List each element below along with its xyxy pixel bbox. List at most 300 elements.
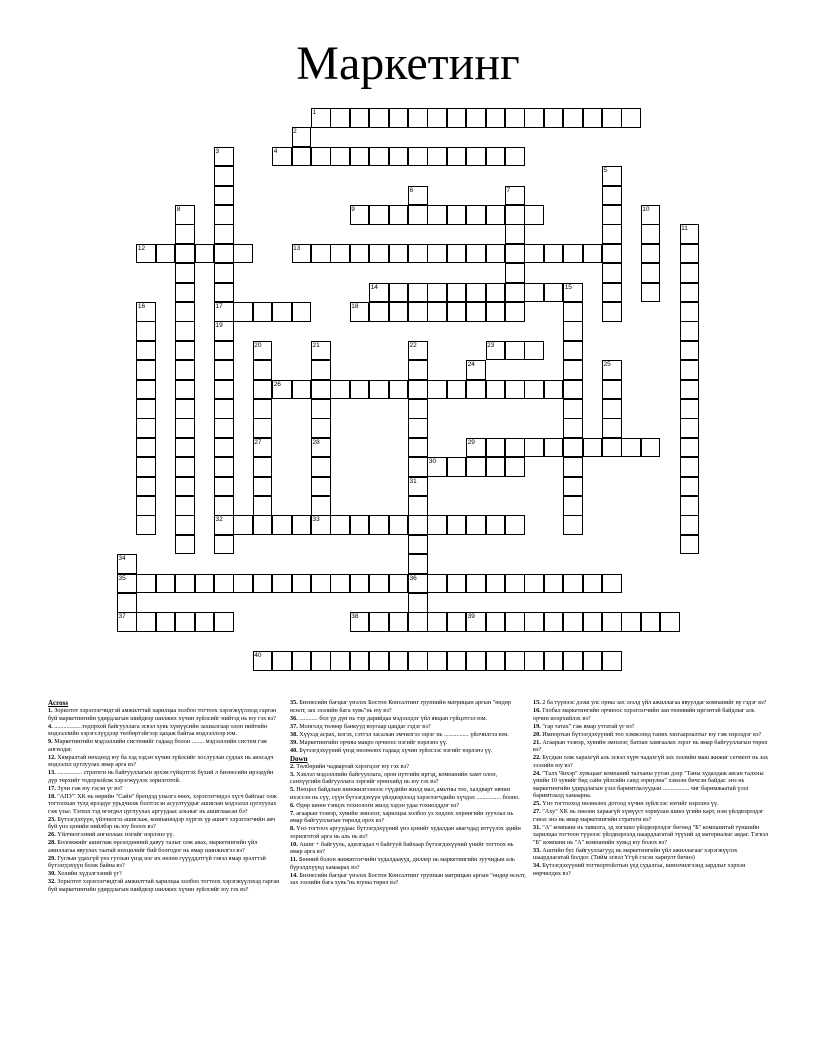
cell-number: 4 xyxy=(273,147,278,155)
grid-cell[interactable] xyxy=(408,244,428,264)
grid-cell[interactable] xyxy=(466,244,486,264)
grid-cell[interactable] xyxy=(136,341,156,361)
grid-cell[interactable] xyxy=(524,283,544,303)
clue-number: 22. xyxy=(533,754,543,761)
grid-cell[interactable] xyxy=(680,438,700,458)
grid-cell[interactable] xyxy=(253,496,273,516)
grid-cell[interactable] xyxy=(195,574,215,594)
grid-cell[interactable] xyxy=(369,108,389,128)
grid-cell[interactable] xyxy=(621,438,641,458)
grid-cell[interactable] xyxy=(175,574,195,594)
grid-cell[interactable] xyxy=(602,108,622,128)
grid-cell[interactable] xyxy=(544,651,564,671)
grid-cell[interactable] xyxy=(466,380,486,400)
grid-cell[interactable] xyxy=(505,380,525,400)
grid-cell[interactable] xyxy=(292,147,312,167)
grid-cell[interactable] xyxy=(175,612,195,632)
grid-cell[interactable] xyxy=(505,574,525,594)
grid-cell[interactable] xyxy=(641,224,661,244)
grid-cell[interactable] xyxy=(389,147,409,167)
grid-cell[interactable] xyxy=(350,147,370,167)
grid-cell[interactable] xyxy=(389,515,409,535)
grid-cell[interactable] xyxy=(136,380,156,400)
grid-cell[interactable] xyxy=(175,535,195,555)
grid-cell[interactable] xyxy=(330,244,350,264)
grid-cell[interactable] xyxy=(486,283,506,303)
grid-cell[interactable] xyxy=(466,147,486,167)
grid-cell[interactable] xyxy=(175,515,195,535)
grid-cell[interactable] xyxy=(214,438,234,458)
grid-cell[interactable] xyxy=(369,244,389,264)
grid-cell[interactable] xyxy=(427,651,447,671)
grid-cell[interactable] xyxy=(408,380,428,400)
grid-cell[interactable] xyxy=(602,302,622,322)
grid-cell[interactable] xyxy=(602,438,622,458)
grid-cell[interactable] xyxy=(524,341,544,361)
grid-cell[interactable] xyxy=(447,244,467,264)
grid-cell[interactable] xyxy=(447,283,467,303)
grid-cell[interactable] xyxy=(253,418,273,438)
grid-cell[interactable] xyxy=(330,651,350,671)
grid-cell[interactable] xyxy=(214,574,234,594)
grid-cell[interactable] xyxy=(447,612,467,632)
clue-number: 23. xyxy=(48,815,58,823)
grid-cell[interactable] xyxy=(447,457,467,477)
grid-cell[interactable] xyxy=(389,108,409,128)
grid-cell[interactable] xyxy=(369,302,389,322)
grid-cell[interactable] xyxy=(602,244,622,264)
grid-cell[interactable] xyxy=(175,399,195,419)
grid-cell[interactable] xyxy=(136,360,156,380)
grid-cell[interactable] xyxy=(680,302,700,322)
grid-cell[interactable] xyxy=(427,515,447,535)
grid-cell[interactable] xyxy=(136,399,156,419)
grid-cell[interactable] xyxy=(486,302,506,322)
grid-cell[interactable] xyxy=(136,496,156,516)
grid-cell[interactable] xyxy=(505,438,525,458)
grid-cell[interactable] xyxy=(292,515,312,535)
grid-cell[interactable] xyxy=(427,283,447,303)
clue-item xyxy=(533,862,769,877)
grid-cell[interactable] xyxy=(524,651,544,671)
grid-cell[interactable] xyxy=(253,360,273,380)
grid-cell[interactable] xyxy=(602,186,622,206)
grid-cell[interactable] xyxy=(680,360,700,380)
grid-cell[interactable] xyxy=(195,612,215,632)
grid-cell[interactable] xyxy=(369,147,389,167)
clue-number: 18. xyxy=(48,792,58,800)
grid-cell[interactable] xyxy=(330,574,350,594)
grid-cell[interactable] xyxy=(466,108,486,128)
grid-cell[interactable] xyxy=(466,283,486,303)
grid-cell[interactable] xyxy=(641,244,661,264)
grid-cell[interactable] xyxy=(680,341,700,361)
grid-cell[interactable] xyxy=(486,612,506,632)
grid-cell[interactable] xyxy=(330,515,350,535)
grid-cell[interactable] xyxy=(466,515,486,535)
grid-cell[interactable] xyxy=(505,244,525,264)
grid-cell[interactable] xyxy=(233,244,253,264)
grid-cell[interactable] xyxy=(680,380,700,400)
grid-cell[interactable] xyxy=(466,574,486,594)
grid-cell[interactable] xyxy=(486,651,506,671)
grid-cell[interactable] xyxy=(524,108,544,128)
grid-cell[interactable] xyxy=(214,341,234,361)
grid-cell[interactable] xyxy=(447,147,467,167)
grid-cell[interactable] xyxy=(447,651,467,671)
grid-cell[interactable] xyxy=(602,612,622,632)
grid-cell[interactable] xyxy=(427,108,447,128)
grid-cell[interactable] xyxy=(214,496,234,516)
grid-cell[interactable] xyxy=(272,302,292,322)
grid-cell[interactable] xyxy=(544,108,564,128)
grid-cell[interactable] xyxy=(563,438,583,458)
grid-cell[interactable] xyxy=(311,244,331,264)
grid-cell[interactable] xyxy=(641,283,661,303)
grid-cell[interactable] xyxy=(524,380,544,400)
grid-cell[interactable] xyxy=(175,496,195,516)
grid-cell[interactable] xyxy=(641,612,661,632)
grid-cell[interactable] xyxy=(408,593,428,613)
grid-cell[interactable] xyxy=(544,574,564,594)
grid-cell[interactable] xyxy=(175,360,195,380)
grid-cell[interactable] xyxy=(175,283,195,303)
grid-cell[interactable] xyxy=(136,477,156,497)
grid-cell[interactable] xyxy=(136,418,156,438)
cell-number: 24 xyxy=(467,361,475,369)
grid-cell[interactable] xyxy=(505,515,525,535)
grid-cell[interactable] xyxy=(350,108,370,128)
grid-cell[interactable] xyxy=(680,477,700,497)
grid-cell[interactable] xyxy=(408,147,428,167)
grid-cell[interactable] xyxy=(350,380,370,400)
grid-cell[interactable] xyxy=(175,477,195,497)
grid-cell[interactable] xyxy=(311,477,331,497)
grid-cell[interactable] xyxy=(408,496,428,516)
grid-cell[interactable] xyxy=(466,205,486,225)
grid-cell[interactable] xyxy=(680,418,700,438)
grid-cell[interactable] xyxy=(563,496,583,516)
grid-cell[interactable] xyxy=(136,457,156,477)
grid-cell[interactable] xyxy=(369,205,389,225)
grid-cell[interactable] xyxy=(602,205,622,225)
grid-cell[interactable] xyxy=(563,244,583,264)
grid-cell[interactable] xyxy=(175,418,195,438)
grid-cell[interactable] xyxy=(369,515,389,535)
grid-cell[interactable] xyxy=(680,515,700,535)
grid-cell[interactable] xyxy=(563,574,583,594)
grid-cell[interactable] xyxy=(486,205,506,225)
clue-item xyxy=(48,738,284,753)
grid-cell[interactable] xyxy=(427,244,447,264)
grid-cell[interactable] xyxy=(505,147,525,167)
grid-cell[interactable] xyxy=(486,515,506,535)
grid-cell[interactable] xyxy=(486,457,506,477)
grid-cell[interactable] xyxy=(253,574,273,594)
grid-cell[interactable] xyxy=(408,535,428,555)
grid-cell[interactable] xyxy=(408,612,428,632)
grid-cell[interactable] xyxy=(544,612,564,632)
grid-cell[interactable] xyxy=(583,651,603,671)
grid-cell[interactable] xyxy=(602,224,622,244)
grid-cell[interactable] xyxy=(136,321,156,341)
grid-cell[interactable] xyxy=(447,380,467,400)
grid-cell[interactable] xyxy=(583,612,603,632)
grid-cell[interactable] xyxy=(389,651,409,671)
grid-cell[interactable] xyxy=(408,360,428,380)
grid-cell[interactable] xyxy=(427,574,447,594)
grid-cell[interactable] xyxy=(505,651,525,671)
grid-cell[interactable] xyxy=(214,477,234,497)
grid-cell[interactable] xyxy=(214,360,234,380)
grid-cell[interactable] xyxy=(408,418,428,438)
grid-cell[interactable] xyxy=(311,457,331,477)
grid-cell[interactable] xyxy=(563,360,583,380)
grid-cell[interactable] xyxy=(389,283,409,303)
grid-cell[interactable] xyxy=(563,399,583,419)
grid-cell[interactable] xyxy=(602,574,622,594)
grid-cell[interactable] xyxy=(505,108,525,128)
grid-cell[interactable] xyxy=(253,477,273,497)
grid-cell[interactable] xyxy=(505,302,525,322)
grid-cell[interactable] xyxy=(427,205,447,225)
grid-cell[interactable] xyxy=(563,321,583,341)
grid-cell[interactable] xyxy=(583,244,603,264)
grid-cell[interactable] xyxy=(311,418,331,438)
grid-cell[interactable] xyxy=(311,496,331,516)
grid-cell[interactable] xyxy=(292,574,312,594)
grid-cell[interactable] xyxy=(214,418,234,438)
grid-cell[interactable] xyxy=(583,108,603,128)
grid-cell[interactable] xyxy=(214,380,234,400)
grid-cell[interactable] xyxy=(253,515,273,535)
grid-cell[interactable] xyxy=(156,574,176,594)
grid-cell[interactable] xyxy=(175,244,195,264)
grid-cell[interactable] xyxy=(292,651,312,671)
grid-cell[interactable] xyxy=(544,283,564,303)
grid-cell[interactable] xyxy=(408,108,428,128)
grid-cell[interactable] xyxy=(350,574,370,594)
grid-cell[interactable] xyxy=(272,651,292,671)
grid-cell[interactable] xyxy=(563,477,583,497)
grid-cell[interactable] xyxy=(350,515,370,535)
grid-cell[interactable] xyxy=(602,399,622,419)
grid-cell[interactable] xyxy=(563,457,583,477)
grid-cell[interactable] xyxy=(253,399,273,419)
grid-cell[interactable] xyxy=(292,380,312,400)
grid-cell[interactable] xyxy=(447,205,467,225)
clue-item xyxy=(533,808,769,823)
grid-cell[interactable] xyxy=(389,205,409,225)
grid-cell[interactable] xyxy=(214,166,234,186)
grid-cell[interactable] xyxy=(136,612,156,632)
grid-cell[interactable] xyxy=(330,380,350,400)
grid-cell[interactable] xyxy=(389,380,409,400)
grid-cell[interactable] xyxy=(524,205,544,225)
grid-cell[interactable] xyxy=(680,283,700,303)
grid-cell[interactable] xyxy=(253,457,273,477)
grid-cell[interactable] xyxy=(175,380,195,400)
grid-cell[interactable] xyxy=(544,244,564,264)
grid-cell[interactable] xyxy=(272,515,292,535)
grid-cell[interactable] xyxy=(447,515,467,535)
grid-cell[interactable] xyxy=(156,244,176,264)
grid-cell[interactable] xyxy=(408,438,428,458)
grid-cell[interactable] xyxy=(253,302,273,322)
grid-cell[interactable] xyxy=(583,438,603,458)
grid-cell[interactable] xyxy=(253,380,273,400)
grid-cell[interactable] xyxy=(563,341,583,361)
grid-cell[interactable] xyxy=(447,302,467,322)
grid-cell[interactable] xyxy=(214,457,234,477)
grid-cell[interactable] xyxy=(544,380,564,400)
grid-cell[interactable] xyxy=(233,302,253,322)
grid-cell[interactable] xyxy=(680,496,700,516)
grid-cell[interactable] xyxy=(505,283,525,303)
grid-cell[interactable] xyxy=(195,244,215,264)
grid-cell[interactable] xyxy=(214,244,234,264)
grid-cell[interactable] xyxy=(117,593,137,613)
grid-cell[interactable] xyxy=(233,515,253,535)
grid-cell[interactable] xyxy=(524,438,544,458)
grid-cell[interactable] xyxy=(563,108,583,128)
grid-cell[interactable] xyxy=(311,651,331,671)
grid-cell[interactable] xyxy=(214,399,234,419)
grid-cell[interactable] xyxy=(680,263,700,283)
grid-cell[interactable] xyxy=(505,341,525,361)
grid-cell[interactable] xyxy=(214,263,234,283)
grid-cell[interactable] xyxy=(408,457,428,477)
grid-cell[interactable] xyxy=(156,612,176,632)
grid-cell[interactable] xyxy=(563,651,583,671)
grid-cell[interactable] xyxy=(486,108,506,128)
grid-cell[interactable] xyxy=(214,612,234,632)
grid-cell[interactable] xyxy=(214,224,234,244)
grid-cell[interactable] xyxy=(311,574,331,594)
grid-cell[interactable] xyxy=(389,574,409,594)
grid-cell[interactable] xyxy=(311,380,331,400)
grid-cell[interactable] xyxy=(524,244,544,264)
grid-cell[interactable] xyxy=(602,418,622,438)
grid-cell[interactable] xyxy=(505,205,525,225)
grid-cell[interactable] xyxy=(369,612,389,632)
grid-cell[interactable] xyxy=(660,612,680,632)
grid-cell[interactable] xyxy=(505,457,525,477)
grid-cell[interactable] xyxy=(330,147,350,167)
grid-cell[interactable] xyxy=(505,612,525,632)
grid-cell[interactable] xyxy=(486,438,506,458)
grid-cell[interactable] xyxy=(330,108,350,128)
grid-cell[interactable] xyxy=(311,147,331,167)
grid-cell[interactable] xyxy=(563,418,583,438)
grid-cell[interactable] xyxy=(680,535,700,555)
grid-cell[interactable] xyxy=(136,438,156,458)
grid-cell[interactable] xyxy=(427,612,447,632)
grid-cell[interactable] xyxy=(136,574,156,594)
grid-cell[interactable] xyxy=(621,108,641,128)
grid-cell[interactable] xyxy=(505,263,525,283)
grid-cell[interactable] xyxy=(621,612,641,632)
grid-cell[interactable] xyxy=(350,244,370,264)
grid-cell[interactable] xyxy=(602,651,622,671)
grid-cell[interactable] xyxy=(427,147,447,167)
grid-cell[interactable] xyxy=(389,612,409,632)
grid-cell[interactable] xyxy=(583,574,603,594)
grid-cell[interactable] xyxy=(486,380,506,400)
grid-cell[interactable] xyxy=(602,263,622,283)
grid-cell[interactable] xyxy=(214,283,234,303)
grid-cell[interactable] xyxy=(466,457,486,477)
grid-cell[interactable] xyxy=(486,574,506,594)
grid-cell[interactable] xyxy=(389,302,409,322)
grid-cell[interactable] xyxy=(524,612,544,632)
grid-cell[interactable] xyxy=(175,341,195,361)
grid-cell[interactable] xyxy=(680,457,700,477)
grid-cell[interactable] xyxy=(214,205,234,225)
grid-cell[interactable] xyxy=(175,224,195,244)
grid-cell[interactable] xyxy=(408,399,428,419)
grid-cell[interactable] xyxy=(214,186,234,206)
grid-cell[interactable] xyxy=(350,651,370,671)
grid-cell[interactable] xyxy=(214,535,234,555)
grid-cell[interactable] xyxy=(369,380,389,400)
grid-cell[interactable] xyxy=(447,574,467,594)
grid-cell[interactable] xyxy=(408,554,428,574)
grid-cell[interactable] xyxy=(447,108,467,128)
grid-cell[interactable] xyxy=(427,302,447,322)
grid-cell[interactable] xyxy=(427,380,447,400)
grid-cell[interactable] xyxy=(602,380,622,400)
grid-cell[interactable] xyxy=(389,244,409,264)
grid-cell[interactable] xyxy=(563,302,583,322)
grid-cell[interactable] xyxy=(486,244,506,264)
grid-cell[interactable] xyxy=(408,205,428,225)
grid-cell[interactable] xyxy=(466,651,486,671)
grid-cell[interactable] xyxy=(505,224,525,244)
grid-cell[interactable] xyxy=(408,515,428,535)
grid-cell[interactable] xyxy=(563,380,583,400)
grid-cell[interactable] xyxy=(641,263,661,283)
grid-cell[interactable] xyxy=(175,438,195,458)
grid-cell[interactable] xyxy=(563,515,583,535)
grid-cell[interactable] xyxy=(292,302,312,322)
grid-cell[interactable] xyxy=(641,438,661,458)
grid-cell[interactable] xyxy=(563,612,583,632)
grid-cell[interactable] xyxy=(680,244,700,264)
grid-cell[interactable] xyxy=(311,360,331,380)
grid-cell[interactable] xyxy=(602,283,622,303)
grid-cell[interactable] xyxy=(680,399,700,419)
grid-cell[interactable] xyxy=(311,399,331,419)
grid-cell[interactable] xyxy=(136,515,156,535)
grid-cell[interactable] xyxy=(680,321,700,341)
grid-cell[interactable] xyxy=(544,438,564,458)
grid-cell[interactable] xyxy=(466,302,486,322)
grid-cell[interactable] xyxy=(233,574,253,594)
grid-cell[interactable] xyxy=(524,574,544,594)
grid-cell[interactable] xyxy=(175,263,195,283)
grid-cell[interactable] xyxy=(369,651,389,671)
grid-cell[interactable] xyxy=(175,321,195,341)
grid-cell[interactable] xyxy=(408,283,428,303)
grid-cell[interactable] xyxy=(272,574,292,594)
grid-cell[interactable] xyxy=(175,457,195,477)
grid-cell[interactable] xyxy=(175,302,195,322)
grid-cell[interactable] xyxy=(369,574,389,594)
grid-cell[interactable] xyxy=(408,651,428,671)
grid-cell[interactable] xyxy=(408,302,428,322)
grid-cell[interactable] xyxy=(486,147,506,167)
